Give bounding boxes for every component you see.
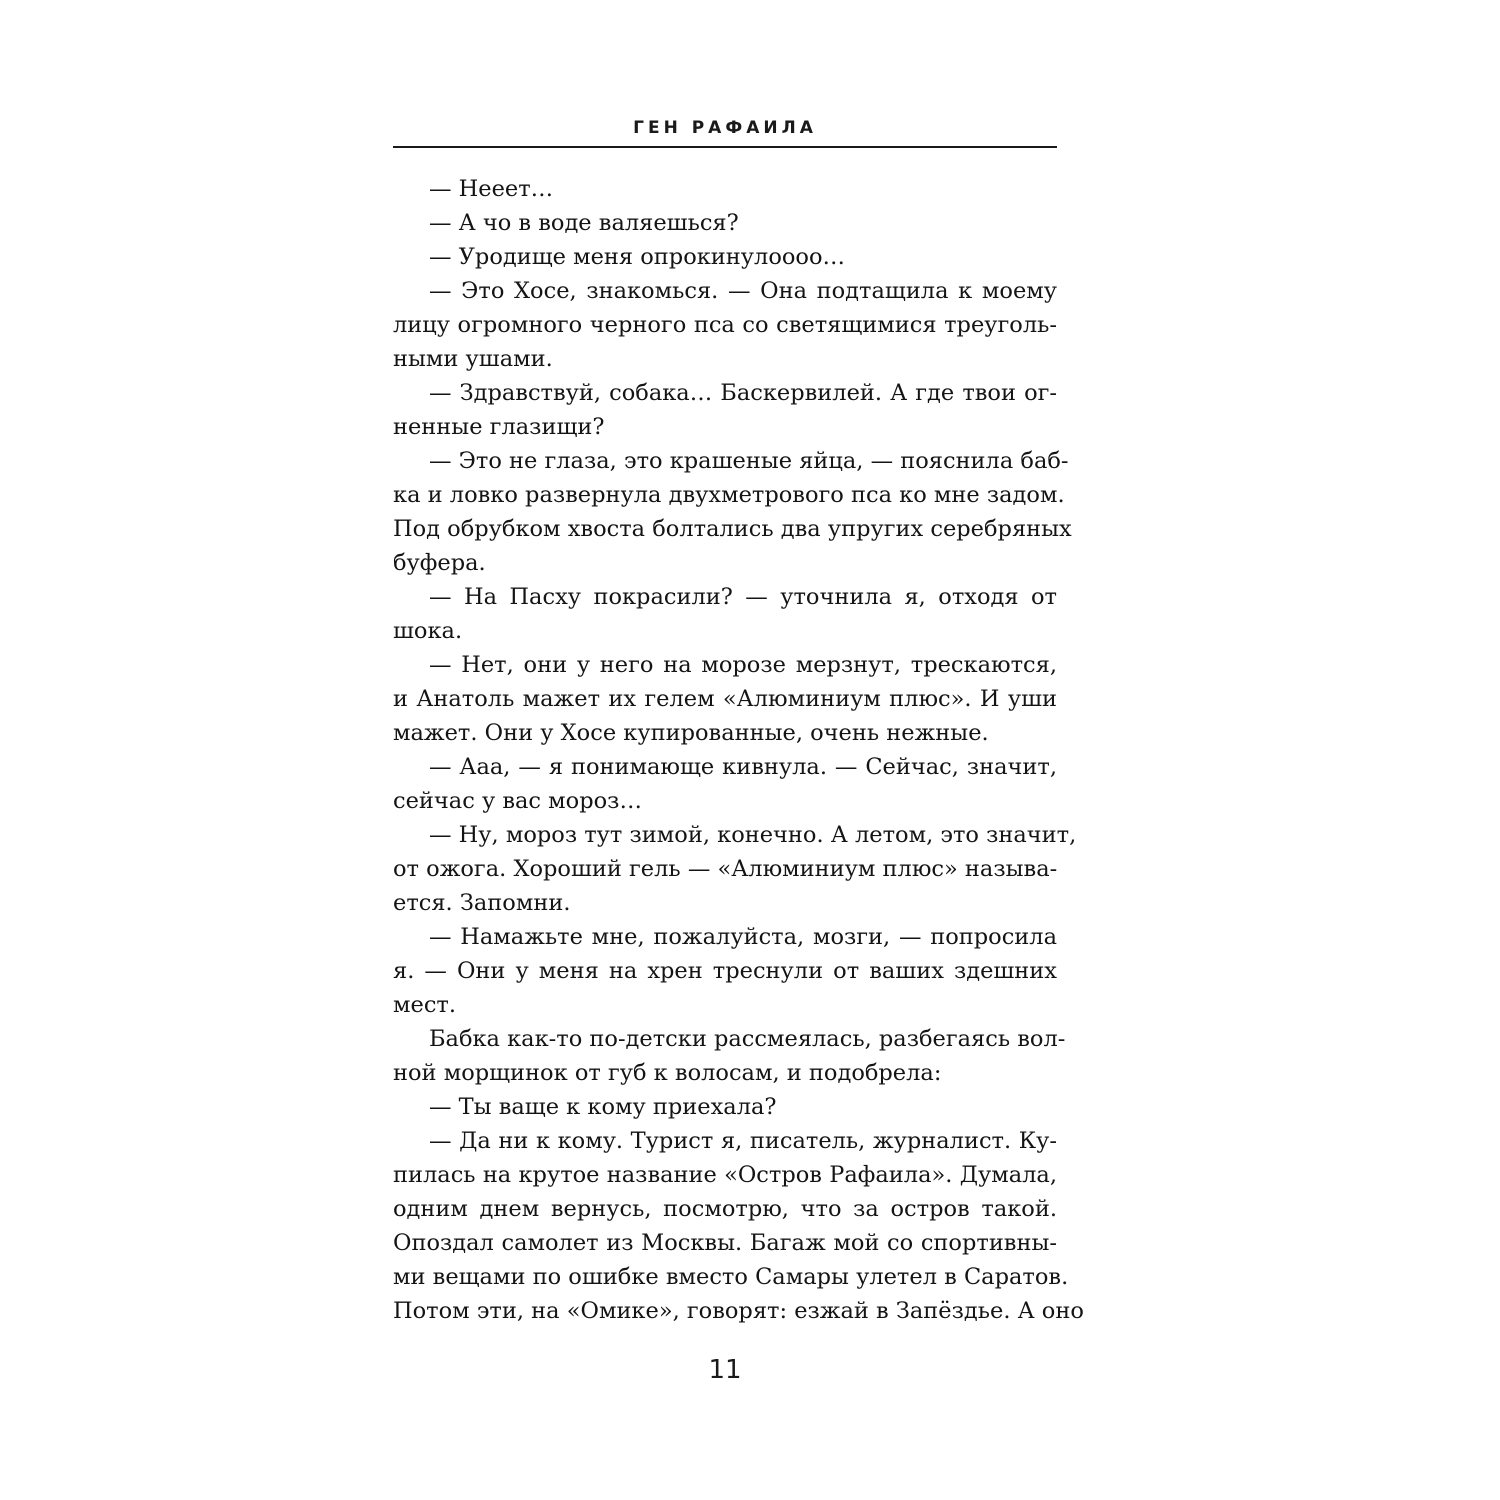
text-line: — А чо в воде валяешься? bbox=[429, 210, 739, 236]
running-head: ГЕН РАФАИЛА bbox=[633, 118, 817, 138]
text-line: ными ушами. bbox=[393, 346, 553, 372]
text-line: ка и ловко развернула двухметрового пса ко мне задом. bbox=[393, 482, 1065, 508]
text-line: — Здравствуй, собака… Баскервилей. А где твои ог- bbox=[429, 380, 1057, 406]
text-line: ется. Запомни. bbox=[393, 890, 571, 916]
text-line: пилась на крутое название «Остров Рафаила». Думала, bbox=[393, 1162, 1057, 1188]
text-line: — Ты ваще к кому приехала? bbox=[429, 1094, 777, 1120]
text-line: мажет. Они у Хосе купированные, очень нежные. bbox=[393, 720, 989, 746]
text-line: одним днем вернусь, посмотрю, что за остров такой. bbox=[393, 1196, 1057, 1222]
text-line: — Нееет… bbox=[429, 176, 554, 202]
header-rule bbox=[393, 146, 1057, 148]
text-line: буфера. bbox=[393, 550, 486, 576]
text-line: — Нет, они у него на морозе мерзнут, трескаются, bbox=[429, 652, 1057, 678]
page-number: 11 bbox=[708, 1355, 742, 1385]
text-line: сейчас у вас мороз… bbox=[393, 788, 642, 814]
text-line: ми вещами по ошибке вместо Самары улетел в Саратов. bbox=[393, 1264, 1069, 1290]
body-text bbox=[393, 172, 1084, 1328]
text-line: Потом эти, на «Омике», говорят: езжай в Запёздье. А оно bbox=[393, 1298, 1084, 1324]
text-line: лицу огромного черного пса со светящимися треуголь- bbox=[393, 312, 1057, 338]
text-line: — Это Хосе, знакомься. — Она подтащила к моему bbox=[429, 278, 1057, 304]
text-line: я. — Они у меня на хрен треснули от ваших здешних bbox=[393, 958, 1057, 984]
text-line: Под обрубком хвоста болтались два упругих серебряных bbox=[393, 516, 1072, 542]
text-line: Опоздал самолет из Москвы. Багаж мой со спортивны- bbox=[393, 1230, 1057, 1256]
text-line: — Ну, мороз тут зимой, конечно. А летом, это значит, bbox=[429, 822, 1077, 848]
text-line: мест. bbox=[393, 992, 457, 1018]
text-line: — Ааа, — я понимающе кивнула. — Сейчас, значит, bbox=[429, 754, 1057, 780]
text-line: — Намажьте мне, пожалуйста, мозги, — попросила bbox=[429, 924, 1057, 950]
text-line: ной морщинок от губ к волосам, и подобрела: bbox=[393, 1060, 942, 1086]
text-line: шока. bbox=[393, 618, 463, 644]
text-line: — Это не глаза, это крашеные яйца, — пояснила баб- bbox=[429, 448, 1069, 474]
text-line: от ожога. Хороший гель — «Алюминиум плюс» называ- bbox=[393, 856, 1058, 882]
text-line: и Анатоль мажет их гелем «Алюминиум плюс». И уши bbox=[393, 686, 1057, 712]
text-line: Бабка как-то по-детски рассмеялась, разбегаясь вол- bbox=[429, 1026, 1066, 1052]
text-line: — На Пасху покрасили? — уточнила я, отходя от bbox=[429, 584, 1057, 610]
text-line: — Да ни к кому. Турист я, писатель, журналист. Ку- bbox=[429, 1128, 1057, 1154]
text-line: ненные глазищи? bbox=[393, 414, 605, 440]
text-line: — Уродище меня опрокинулоооо… bbox=[429, 244, 846, 270]
